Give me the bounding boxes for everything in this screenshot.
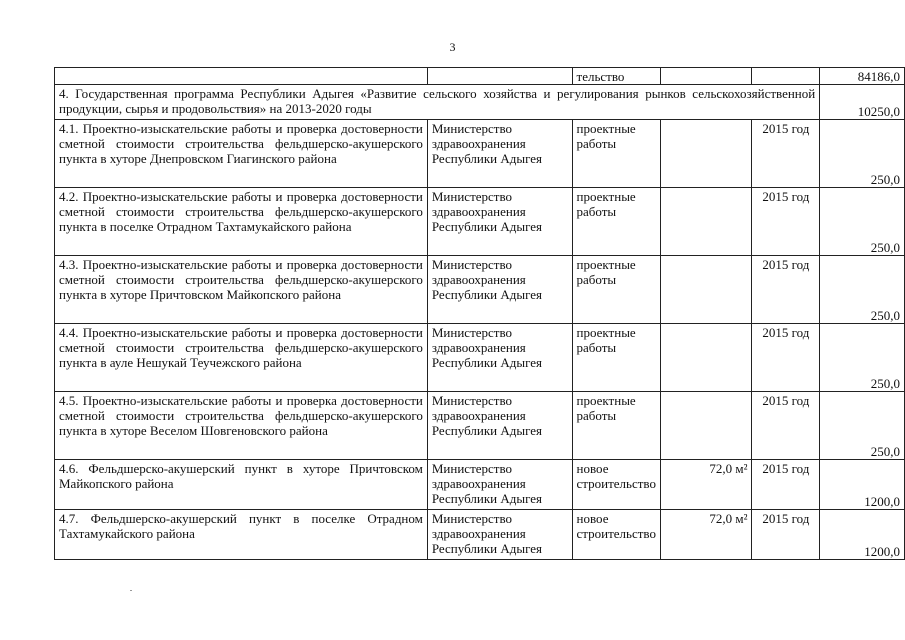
responsible-agency: Министерство здравоохранения Республики Адыгея <box>427 120 572 188</box>
object-name: 4.1. Проектно-изыскательские работы и проверка достоверности сметной стоимости строительства фельдшерско-акушерского пункта в хуторе Днепровском Гиагинского района <box>55 120 428 188</box>
work-type: новое строительство <box>572 460 660 510</box>
year: 2015 год <box>752 188 820 256</box>
capacity <box>660 256 752 324</box>
program-table <box>54 67 905 560</box>
cost: 250,0 <box>820 256 905 324</box>
capacity <box>660 392 752 460</box>
work-type: проектные работы <box>572 392 660 460</box>
cell-empty <box>660 68 752 85</box>
capacity <box>660 188 752 256</box>
table-row <box>55 120 905 188</box>
responsible-agency: Министерство здравоохранения Республики Адыгея <box>427 324 572 392</box>
work-type: проектные работы <box>572 120 660 188</box>
table-row <box>55 188 905 256</box>
cost: 250,0 <box>820 188 905 256</box>
work-type: проектные работы <box>572 324 660 392</box>
work-type: проектные работы <box>572 188 660 256</box>
table-row <box>55 460 905 510</box>
year: 2015 год <box>752 256 820 324</box>
table-row <box>55 256 905 324</box>
object-name: 4.7. Фельдшерско-акушерский пункт в поселке Отрадном Тахтамукайского района <box>55 510 428 560</box>
capacity <box>660 120 752 188</box>
program-cost: 10250,0 <box>820 85 905 120</box>
cell-type: тельство <box>572 68 660 85</box>
page-number: 3 <box>449 40 456 54</box>
scan-speck <box>130 590 132 591</box>
program-title: 4. Государственная программа Республики Адыгея «Развитие сельского хозяйства и регулирования рынков сельскохозяйственной продукции, сырья и продовольствия» на 2013-2020 годы <box>55 85 820 120</box>
responsible-agency: Министерство здравоохранения Республики Адыгея <box>427 392 572 460</box>
table-row-continuation <box>55 68 905 85</box>
capacity <box>660 324 752 392</box>
year: 2015 год <box>752 324 820 392</box>
responsible-agency: Министерство здравоохранения Республики Адыгея <box>427 256 572 324</box>
responsible-agency: Министерство здравоохранения Республики Адыгея <box>427 188 572 256</box>
work-type: проектные работы <box>572 256 660 324</box>
cost: 250,0 <box>820 392 905 460</box>
cost: 250,0 <box>820 324 905 392</box>
cost: 250,0 <box>820 120 905 188</box>
object-name: 4.3. Проектно-изыскательские работы и проверка достоверности сметной стоимости строительства фельдшерско-акушерского пункта в хуторе Причтовском Майкопского района <box>55 256 428 324</box>
year: 2015 год <box>752 510 820 560</box>
responsible-agency: Министерство здравоохранения Республики Адыгея <box>427 510 572 560</box>
cell-cost: 84186,0 <box>820 68 905 85</box>
table-row <box>55 324 905 392</box>
table-row <box>55 510 905 560</box>
table-row <box>55 392 905 460</box>
capacity: 72,0 м² <box>660 510 752 560</box>
capacity: 72,0 м² <box>660 460 752 510</box>
object-name: 4.6. Фельдшерско-акушерский пункт в хуторе Причтовском Майкопского района <box>55 460 428 510</box>
cost: 1200,0 <box>820 510 905 560</box>
table-row-program <box>55 85 905 120</box>
cell-empty <box>55 68 428 85</box>
year: 2015 год <box>752 460 820 510</box>
year: 2015 год <box>752 392 820 460</box>
year: 2015 год <box>752 120 820 188</box>
cell-empty <box>752 68 820 85</box>
object-name: 4.2. Проектно-изыскательские работы и проверка достоверности сметной стоимости строительства фельдшерско-акушерского пункта в поселке Отрадном Тахтамукайского района <box>55 188 428 256</box>
work-type: новое строительство <box>572 510 660 560</box>
cost: 1200,0 <box>820 460 905 510</box>
object-name: 4.5. Проектно-изыскательские работы и проверка достоверности сметной стоимости строительства фельдшерско-акушерского пункта в хуторе Веселом Шовгеновского района <box>55 392 428 460</box>
object-name: 4.4. Проектно-изыскательские работы и проверка достоверности сметной стоимости строительства фельдшерско-акушерского пункта в ауле Нешукай Теучежского района <box>55 324 428 392</box>
responsible-agency: Министерство здравоохранения Республики Адыгея <box>427 460 572 510</box>
cell-empty <box>427 68 572 85</box>
